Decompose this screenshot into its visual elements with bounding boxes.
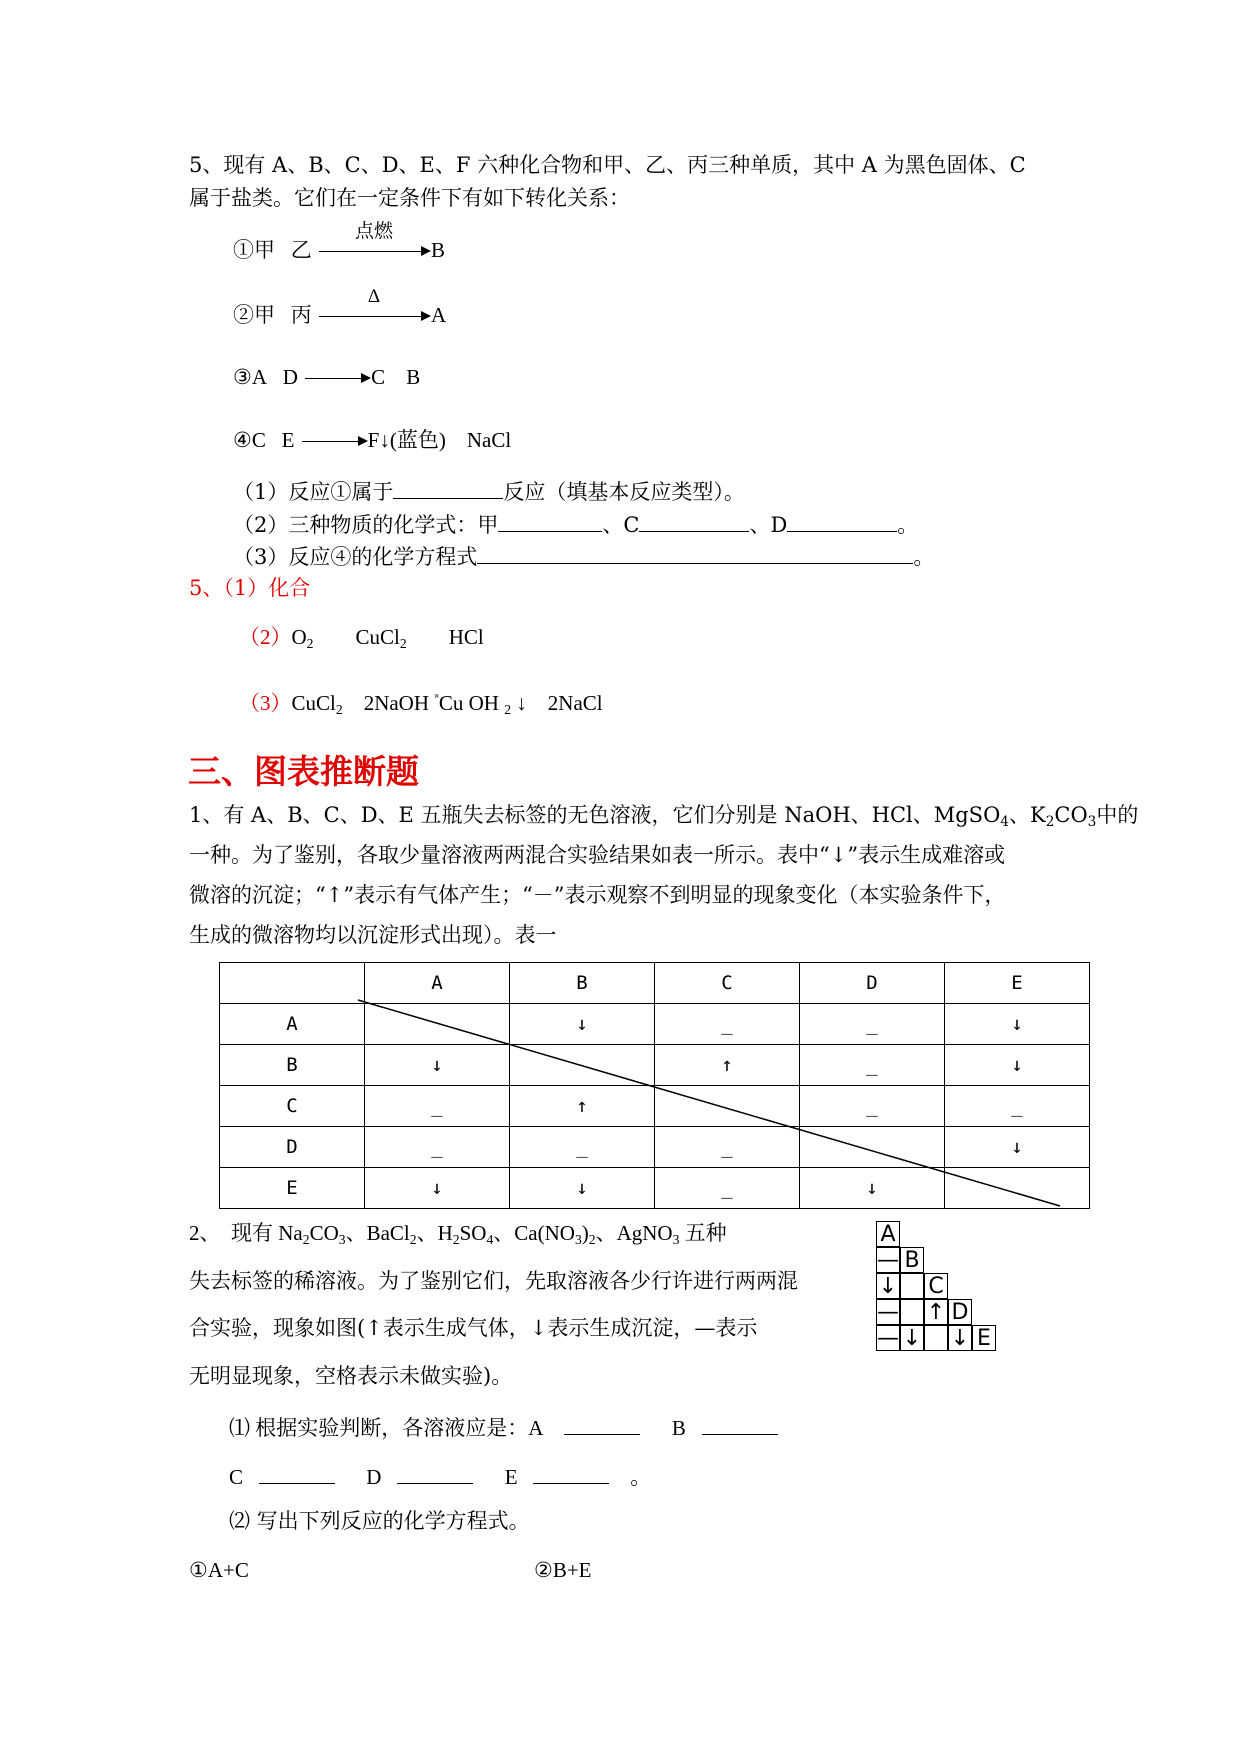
diagram-label: D <box>948 1299 972 1325</box>
reactant: 丙 <box>290 303 312 327</box>
diagram-label: E <box>972 1325 996 1351</box>
table-cell: _ <box>365 1127 510 1168</box>
prompt-text: （3）反应④的化学方程式 <box>233 545 478 569</box>
text: CO <box>1054 803 1088 827</box>
q5-stem-line1: 5、现有 A、B、C、D、E、F 六种化合物和甲、乙、丙三种单质，其中 A 为黑色固体、C <box>189 153 1026 177</box>
reactant: E <box>281 428 295 452</box>
table-cell: E <box>945 963 1090 1004</box>
answer-blank[interactable] <box>533 1463 609 1484</box>
answer-blank[interactable] <box>259 1463 335 1484</box>
text: CO <box>309 1221 339 1245</box>
t2-line1: 2、 现有 $Na_2CO_3$、BaCl$_2$、$H_2SO_4$、$Ca(NO_3)_2$、AgNO$_3$ 五种 <box>189 1221 727 1247</box>
reactant: 甲 <box>254 238 275 262</box>
text: ) <box>581 1221 589 1245</box>
t2-line3: 合实验，现象如图(↑表示生成气体，↓表示生成沉淀，—表示 <box>189 1316 758 1340</box>
prompt-text: 。 <box>630 1465 652 1489</box>
diagram-cell: ↓ <box>876 1273 900 1299</box>
text: 中的 <box>1096 803 1139 827</box>
table-cell: ↓ <box>510 1168 655 1209</box>
prompt-text: （2）三种物质的化学式：甲 <box>233 513 499 537</box>
table-cell: A <box>220 1004 365 1045</box>
table-cell: ↓ <box>365 1045 510 1086</box>
table-cell: ↑ <box>510 1086 655 1127</box>
reactant: D <box>282 365 298 389</box>
product: B <box>406 365 421 389</box>
product: B <box>431 238 446 262</box>
table-cell: D <box>800 963 945 1004</box>
table-cell: _ <box>655 1004 800 1045</box>
diagram-cell <box>900 1299 924 1325</box>
table-cell: B <box>220 1045 365 1086</box>
t2-sub1-row1 <box>229 1414 778 1439</box>
t2-line4: 无明显现象，空格表示未做实验)。 <box>189 1364 513 1388</box>
t2-eq1: ①A+C <box>189 1558 249 1582</box>
table-cell: _ <box>945 1086 1090 1127</box>
diagram-label: B <box>900 1247 924 1273</box>
table-cell: C <box>655 963 800 1004</box>
table-cell: _ <box>800 1086 945 1127</box>
reaction-condition: 点燃 <box>354 221 393 243</box>
table-cell: ↓ <box>945 1004 1090 1045</box>
prompt-text: 反应（填基本反应类型）。 <box>503 480 745 504</box>
t2-eq2: ②B+E <box>534 1558 592 1582</box>
prompt-text: （1）反应①属于 <box>233 480 394 504</box>
prompt-text: 。 <box>913 545 935 569</box>
product: C <box>371 365 386 389</box>
t1-line3: 微溶的沉淀；“↑”表示有气体产生；“－”表示观察不到明显的现象变化（本实验条件下， <box>189 883 1006 907</box>
diagram-cell: — <box>877 1300 899 1325</box>
diagram-cell: ↑ <box>924 1299 948 1325</box>
answer-blank[interactable] <box>564 1414 640 1435</box>
diagram-cell: — <box>877 1326 899 1351</box>
q5-stem-line2: 属于盐类。它们在一定条件下有如下转化关系： <box>189 186 630 210</box>
diagram-cell: — <box>877 1248 899 1273</box>
product: A <box>431 303 447 327</box>
t1-line1: 1、有 A、B、C、D、E 五瓶失去标签的无色溶液，它们分别是 NaOH、HCl、MgSO$_4$、$K_2CO_3$中的 <box>189 803 1139 830</box>
text: 1、有 A、B、C、D、E 五瓶失去标签的无色溶液，它们分别是 NaOH、HCl、MgSO <box>189 803 1001 827</box>
diagram-label: A <box>876 1221 900 1247</box>
product: F↓(蓝色) <box>367 428 446 452</box>
text: 、K <box>1008 803 1046 827</box>
t2-sub1-row2 <box>229 1463 651 1488</box>
diagram-cell: ↓ <box>900 1325 924 1351</box>
diagram-cell <box>900 1273 924 1299</box>
t1-line2: 一种。为了鉴别，各取少量溶液两两混合实验结果如表一所示。表中“↓”表示生成难溶或 <box>189 843 1006 867</box>
answer-1: 5、（1）化合 <box>189 576 311 600</box>
prompt-text: C <box>229 1465 244 1489</box>
equals-sign: ˟ <box>434 691 439 705</box>
reactant: 甲 <box>254 303 275 327</box>
reaction-condition: Δ <box>367 286 381 308</box>
diagram-cell <box>924 1325 948 1351</box>
reaction-num: ② <box>233 303 254 327</box>
table-cell: _ <box>655 1127 800 1168</box>
table-cell: ↓ <box>800 1168 945 1209</box>
diagram-cell: ↓ <box>948 1325 972 1351</box>
reactant: 乙 <box>290 238 312 262</box>
text: 2、 现有 Na <box>189 1221 303 1245</box>
t2-sub2: ⑵ 写出下列反应的化学方程式。 <box>229 1509 530 1533</box>
formula: CuCl <box>355 625 400 649</box>
text: 、H <box>416 1221 453 1245</box>
reaction-num: ④ <box>233 428 252 452</box>
diagram-label: C <box>924 1273 948 1299</box>
text: SO <box>459 1221 487 1245</box>
section-title: 三、图表推断题 <box>188 752 419 791</box>
table-cell: ↓ <box>945 1045 1090 1086</box>
text: 、Ca(NO <box>493 1221 575 1245</box>
formula: 2NaOH <box>363 691 430 715</box>
t2-line2: 失去标签的稀溶液。为了鉴别它们，先取溶液各少行许进行两两混 <box>189 1269 798 1293</box>
answer-label: （2） <box>239 625 292 649</box>
prompt-text: 。 <box>897 513 919 537</box>
t1-line4: 生成的微溶物均以沉淀形式出现）。表一 <box>189 923 557 947</box>
prompt-text: 、C <box>602 513 640 537</box>
table-cell: _ <box>655 1168 800 1209</box>
prompt-text: B <box>671 1416 686 1440</box>
table-cell: _ <box>800 1045 945 1086</box>
formula: O <box>291 625 307 649</box>
reaction-num: ① <box>233 238 254 262</box>
product: NaCl <box>466 428 512 452</box>
text: 、AgNO <box>595 1221 673 1245</box>
table-cell: ↓ <box>510 1004 655 1045</box>
reaction-num: ③ <box>233 365 252 389</box>
table-cell: E <box>220 1168 365 1209</box>
table-cell: ↓ <box>365 1168 510 1209</box>
formula: 2NaCl <box>547 691 603 715</box>
answer-2: $(2)O_2$ CuCl$_2$ HCl <box>239 625 484 651</box>
formula: CuCl <box>291 691 336 715</box>
text: 五种 <box>679 1221 727 1245</box>
table-cell: ↓ <box>945 1127 1090 1168</box>
down-arrow-icon: ↓ <box>516 691 527 715</box>
table-cell: _ <box>800 1004 945 1045</box>
formula: Cu OH <box>438 691 499 715</box>
table-cell: B <box>510 963 655 1004</box>
prompt-text: 、D <box>749 513 788 537</box>
answer-3: （3）CuCl$_2$ 2NaOH ˟Cu OH $_2$ ↓ 2NaCl <box>239 691 603 717</box>
table-cell: _ <box>365 1086 510 1127</box>
reactant: A <box>251 365 267 389</box>
table-cell: A <box>365 963 510 1004</box>
table-cell: D <box>220 1127 365 1168</box>
prompt-text: D <box>366 1465 382 1489</box>
table-cell: _ <box>510 1127 655 1168</box>
text: 、BaCl <box>345 1221 410 1245</box>
prompt-text: E <box>504 1465 518 1489</box>
formula: HCl <box>448 625 484 649</box>
reactant: C <box>251 428 266 452</box>
table-cell: C <box>220 1086 365 1127</box>
prompt-text: ⑴ 根据实验判断，各溶液应是：A <box>229 1416 544 1440</box>
answer-blank[interactable] <box>702 1414 778 1435</box>
table-cell: ↑ <box>655 1045 800 1086</box>
answer-label: （3） <box>239 691 292 715</box>
answer-blank[interactable] <box>397 1463 473 1484</box>
